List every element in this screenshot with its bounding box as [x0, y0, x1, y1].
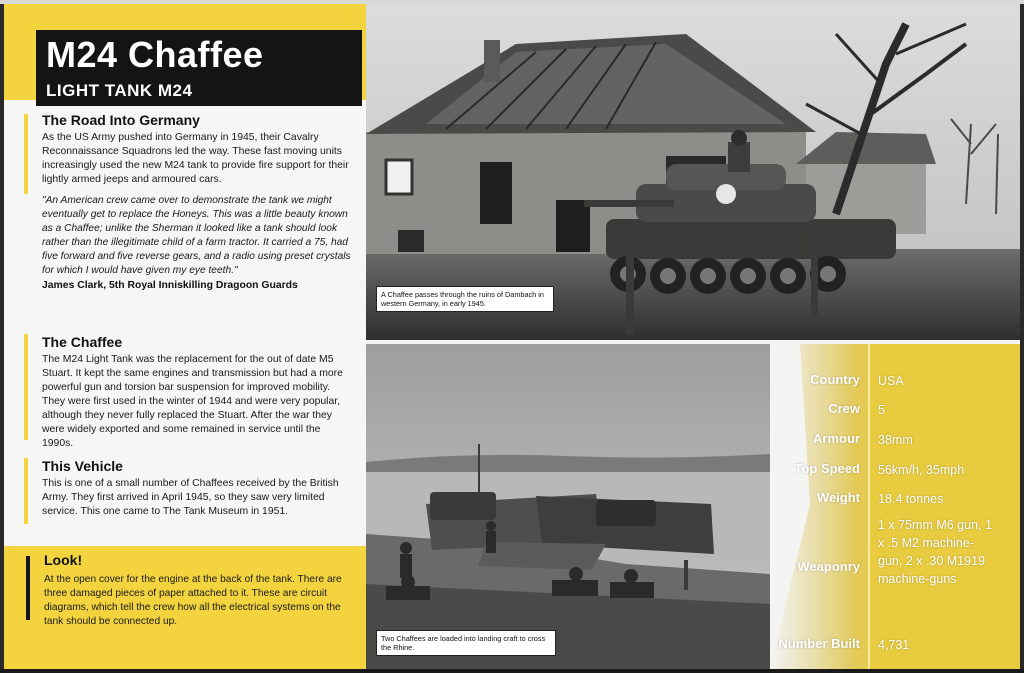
look-accent-bar — [26, 556, 30, 620]
page-subtitle: LIGHT TANK M24 — [46, 81, 193, 100]
quote-text: "An American crew came over to demonstrate the tank we might eventually get to replace the Honeys. This was a little beauty known as a Chaffee; unlike the Sherman it looked like a tank should look rather than the illegitimate child of a farm tractor. It carried a 75, had five forward and five reverse gears, and a radio using preset crystals for which I would have given my eye teeth." — [42, 195, 351, 276]
rhine-landing-craft-image — [366, 344, 770, 669]
spec-value-weaponry: 1 x 75mm M6 gun, 1 x .5 M2 machine-gun, 2 x .30 M1919 machine-guns — [878, 518, 992, 586]
look-callout — [4, 546, 366, 669]
spec-value-armour: 38mm — [878, 433, 913, 447]
section-the-chaffee — [24, 334, 354, 451]
section-heading: The Road Into Germany — [42, 112, 200, 128]
section-body: As the US Army pushed into Germany in 1945, their Cavalry Reconnaissance Squadrons led the way. These fast moving units increasingly used the new M24 tank to provide fire support for their lightly armed jeeps and armoured cars. — [42, 132, 349, 185]
spec-label-weight: Weight — [816, 490, 860, 505]
section-accent-bar — [24, 334, 28, 440]
spec-label-number-built: Number Built — [778, 636, 860, 651]
top-photo-caption: A Chaffee passes through the ruins of Dambach in western Germany, in early 1945. — [376, 286, 554, 312]
spec-value-country: USA — [878, 374, 904, 388]
look-body: At the open cover for the engine at the back of the tank. There are three damaged pieces of paper attached to it. These are circuit diagrams, which tell the crew how all the electrical systems on the tank should be connected up. — [44, 574, 342, 627]
spec-label-crew: Crew — [828, 401, 860, 416]
page-title: M24 Chaffee — [46, 34, 264, 75]
spec-value-weight: 18.4 tonnes — [878, 492, 944, 506]
section-road-into-germany — [24, 112, 354, 291]
look-heading: Look! — [44, 552, 83, 568]
section-body: The M24 Light Tank was the replacement for the out of date M5 Stuart. It kept the same engines and transmission but had a more powerful gun and torsion bar suspension for improved mobility. They were first used in the winter of 1944 and were very popular, although they never fully replaced the Stuart. After the war they were widely exported and some remained in service until the 1990s. — [42, 354, 343, 449]
bottom-photo-caption: Two Chaffees are loaded into landing craft to cross the Rhine. — [376, 630, 556, 656]
spec-label-top-speed: Top Speed — [794, 461, 860, 476]
top-photo — [366, 4, 1020, 340]
bottom-photo — [366, 344, 770, 669]
spec-value-top-speed: 56km/h, 35mph — [878, 463, 965, 477]
spec-label-armour: Armour — [813, 431, 860, 446]
text-column — [4, 4, 366, 669]
title-block — [36, 30, 362, 106]
section-heading: The Chaffee — [42, 334, 123, 350]
spec-label-weaponry: Weaponry — [797, 559, 860, 574]
spec-value-crew: 5 — [878, 403, 885, 417]
section-accent-bar — [24, 458, 28, 524]
spec-value-number-built: 4,731 — [878, 638, 910, 652]
section-this-vehicle — [24, 458, 354, 519]
spec-label-country: Country — [810, 372, 860, 387]
section-body: This is one of a small number of Chaffees received by the British Army. They first arrived in April 1945, so they saw very limited service. This one came to The Tank Museum in 1951. — [42, 478, 339, 517]
section-accent-bar — [24, 114, 28, 194]
section-heading: This Vehicle — [42, 458, 123, 474]
panel-frame-bottom — [0, 669, 1024, 673]
quote-attribution: James Clark, 5th Royal Inniskilling Dragoon Guards — [42, 280, 298, 291]
specs-divider — [868, 344, 870, 669]
